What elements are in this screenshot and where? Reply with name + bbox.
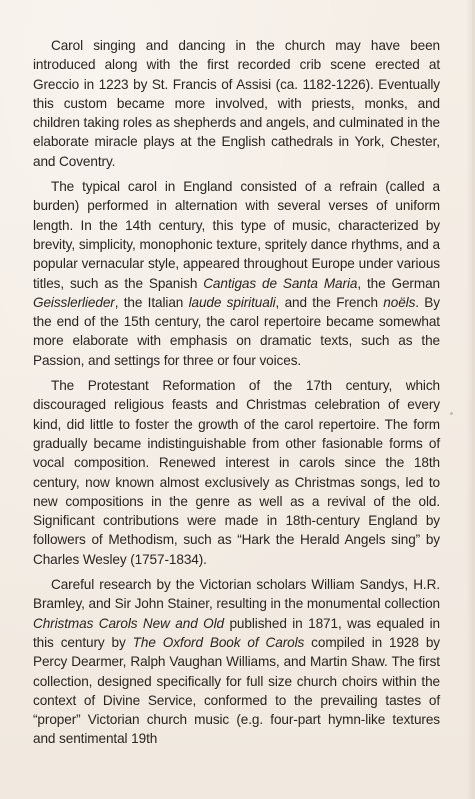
text-run: . By the end of the 15th century, the carol repertoire became somewhat more elaborate with emphasis on dramatic texts, such as the Passion, and settings for three or four voices.	[33, 294, 440, 368]
paragraph-1	[33, 36, 440, 171]
italic-title-run: The Oxford Book of Carols	[132, 634, 305, 650]
paragraph-3	[33, 376, 440, 569]
text-run: , and the French	[275, 294, 384, 310]
text-run: , the Italian	[114, 294, 189, 310]
text-run: The Protestant Reformation of the 17th century, which discouraged religious feasts and Christmas celebration of every kind, did little to foster the growth of the carol repertoire. The form gradually became indistinguishable from other fasionable forms of vocal composition. Renewed interest in carols since the 18th century, now known almost exclusively as Christmas songs, led to new compositions in the genre as well as a revival of the old. Significant contributions were made in 18th-century England by followers of Methodism, such as “Hark the Herald Angels sing” by Charles Wesley (1757-1834).	[33, 378, 440, 567]
italic-title-run: noëls	[383, 294, 416, 310]
text-run: The typical carol in England consisted of a refrain (called a burden) performed in alternation with several verses of uniform length. In the 14th century, this type of music, characterized by brevity, simplicity, monophonic texture, spritely dance rhythms, and a popular vernacular style, appeared throughout Europe under various titles, such as the Spanish	[33, 179, 440, 291]
text-run: Carol singing and dancing in the church may have been introduced along with the first recorded crib scene erected at Greccio in 1223 by St. Francis of Assisi (ca. 1182-1226). Eventually this custom became more involved, with priests, monks, and children taking roles as shepherds and angels, and culminated in the elaborate miracle plays at the English cathedrals in York, Chester, and Coventry.	[33, 38, 440, 169]
text-run: , the German	[357, 275, 440, 291]
italic-title-run: Geisslerlieder	[33, 294, 115, 310]
text-run: compiled in 1928 by Percy Dearmer, Ralph Vaughan Williams, and Martin Shaw. The first collection, designed specifically for full size church choirs within the context of Divine Service, conformed to the prevailing tastes of “proper” Victorian church music (e.g. four-part hymn-like textures and sentimental 19th	[33, 634, 440, 747]
text-run: published in 1871, was equaled in this century by	[33, 615, 440, 650]
italic-title-run: laude spirituali	[188, 294, 276, 310]
paragraph-4	[33, 575, 440, 749]
paragraph-2	[33, 177, 440, 370]
italic-title-run: Christmas Carols New and Old	[33, 615, 224, 631]
italic-title-run: Cantigas de Santa Maria	[203, 275, 358, 291]
text-run: Careful research by the Victorian scholars William Sandys, H.R. Bramley, and Sir John Stainer, resulting in the monumental collection	[33, 577, 440, 612]
paper-speck	[450, 412, 453, 415]
